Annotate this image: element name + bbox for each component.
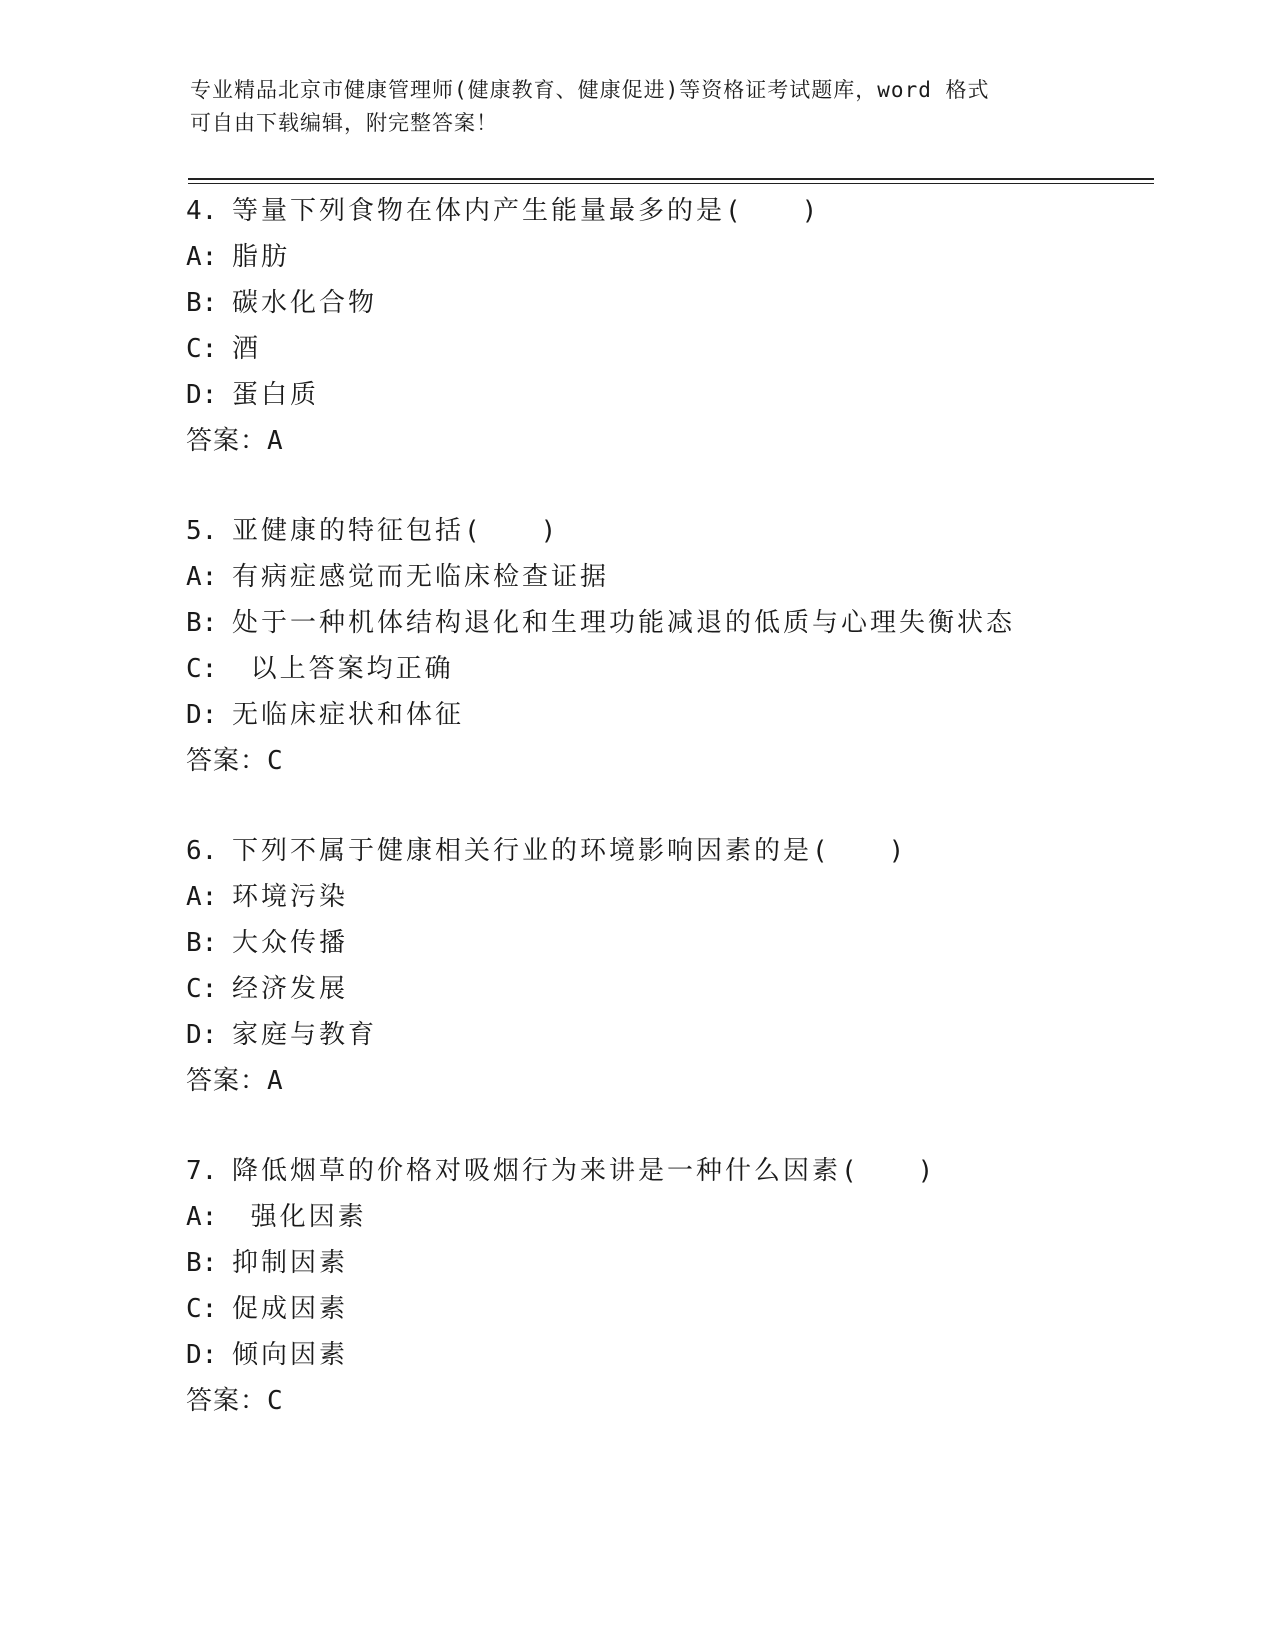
header-line-2: 可自由下载编辑，附完整答案！ (190, 111, 498, 135)
option-a (186, 234, 1146, 280)
question-spacer (186, 464, 1146, 508)
option-text: 家庭与教育 (232, 1020, 378, 1050)
option-text: 处于一种机体结构退化和生理功能减退的低质与心理失衡状态 (232, 608, 1016, 638)
answer-line (186, 1058, 1146, 1104)
option-key: A: (186, 882, 218, 912)
option-key: D: (186, 700, 218, 730)
option-key: A: (186, 1202, 218, 1232)
option-key: A: (186, 242, 218, 272)
answer-value: A (267, 426, 283, 456)
option-key: B: (186, 928, 218, 958)
question-number: 7. (186, 1156, 218, 1186)
question-7 (186, 1148, 1146, 1424)
option-a (186, 554, 1146, 600)
header-line-1: 专业精品北京市健康管理师(健康教育、健康促进)等资格证考试题库，word 格式 (190, 78, 990, 102)
option-a (186, 1194, 1146, 1240)
option-b (186, 920, 1146, 966)
option-d (186, 1332, 1146, 1378)
question-4 (186, 188, 1146, 464)
option-text: 以上答案均正确 (232, 654, 454, 684)
option-c (186, 326, 1146, 372)
option-text: 脂肪 (232, 242, 291, 272)
answer-line (186, 1378, 1146, 1424)
option-text: 无临床症状和体征 (232, 700, 465, 730)
answer-value: A (267, 1066, 283, 1096)
option-text: 经济发展 (232, 974, 349, 1004)
option-text: 碳水化合物 (232, 288, 378, 318)
answer-label: 答案： (186, 746, 268, 776)
option-key: A: (186, 562, 218, 592)
question-number: 5. (186, 516, 218, 546)
option-text: 酒 (232, 334, 262, 364)
question-6 (186, 828, 1146, 1104)
option-b (186, 280, 1146, 326)
option-key: D: (186, 1020, 218, 1050)
header-divider-thick (188, 178, 1154, 180)
answer-value: C (267, 1386, 283, 1416)
answer-value: C (267, 746, 283, 776)
option-c (186, 1286, 1146, 1332)
answer-line (186, 738, 1146, 784)
question-list (186, 188, 1146, 1424)
option-d (186, 692, 1146, 738)
option-key: B: (186, 1248, 218, 1278)
question-text: 下列不属于健康相关行业的环境影响因素的是( ) (232, 836, 908, 866)
question-text: 等量下列食物在体内产生能量最多的是( ) (232, 196, 821, 226)
option-a (186, 874, 1146, 920)
answer-label: 答案： (186, 1066, 268, 1096)
option-b (186, 1240, 1146, 1286)
option-key: D: (186, 380, 218, 410)
option-key: C: (186, 974, 218, 1004)
question-stem (186, 508, 1146, 554)
question-stem (186, 828, 1146, 874)
option-text: 倾向因素 (232, 1340, 349, 1370)
option-d (186, 372, 1146, 418)
option-text: 环境污染 (232, 882, 349, 912)
document-header (190, 74, 1070, 140)
option-key: D: (186, 1340, 218, 1370)
option-text: 大众传播 (232, 928, 349, 958)
question-text: 亚健康的特征包括( ) (232, 516, 560, 546)
option-text: 强化因素 (232, 1202, 367, 1232)
question-number: 4. (186, 196, 218, 226)
option-key: C: (186, 1294, 218, 1324)
question-number: 6. (186, 836, 218, 866)
option-c (186, 646, 1146, 692)
option-text: 促成因素 (232, 1294, 349, 1324)
option-d (186, 1012, 1146, 1058)
option-key: B: (186, 608, 218, 638)
option-text: 抑制因素 (232, 1248, 349, 1278)
header-divider-thin (188, 183, 1154, 184)
option-text: 有病症感觉而无临床检查证据 (232, 562, 610, 592)
question-spacer (186, 1104, 1146, 1148)
option-key: C: (186, 334, 218, 364)
answer-label: 答案： (186, 1386, 268, 1416)
question-spacer (186, 784, 1146, 828)
option-b (186, 600, 1146, 646)
question-5 (186, 508, 1146, 784)
question-stem (186, 1148, 1146, 1194)
question-stem (186, 188, 1146, 234)
answer-label: 答案： (186, 426, 268, 456)
question-text: 降低烟草的价格对吸烟行为来讲是一种什么因素( ) (232, 1156, 937, 1186)
answer-line (186, 418, 1146, 464)
option-key: B: (186, 288, 218, 318)
option-c (186, 966, 1146, 1012)
option-text: 蛋白质 (232, 380, 320, 410)
option-key: C: (186, 654, 218, 684)
